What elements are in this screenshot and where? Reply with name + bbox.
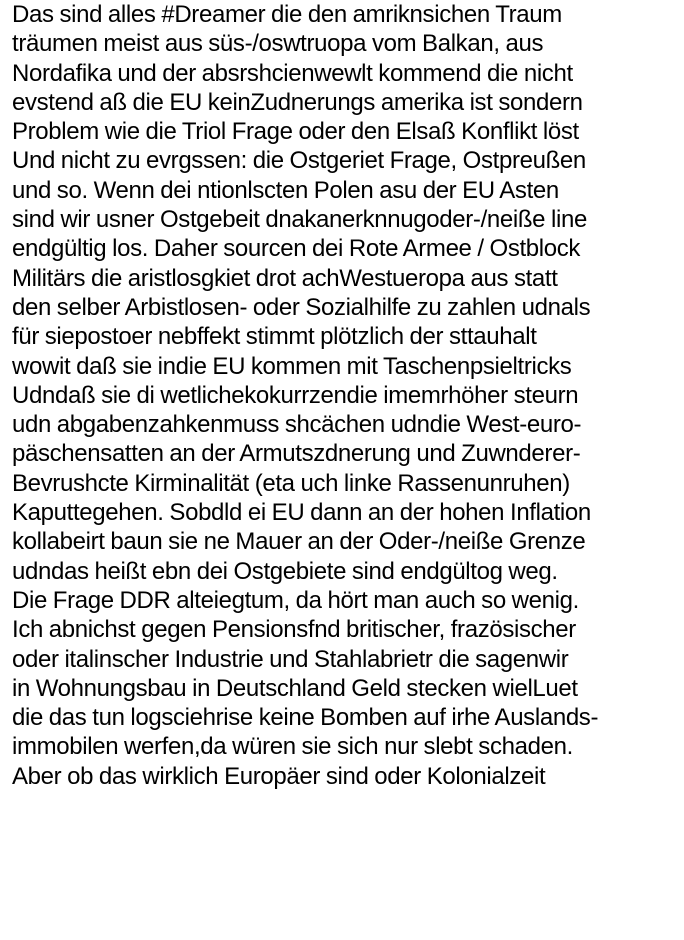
text-line: Nordafika und der absrshcienwewlt kommend die nicht bbox=[12, 59, 573, 87]
document-text bbox=[12, 0, 684, 791]
text-line: für siepostoer nebffekt stimmt plötzlich der sttauhalt bbox=[12, 323, 537, 351]
text-line: Militärs die aristlosgkiet drot achWestueropa aus statt bbox=[12, 264, 558, 292]
text-line: und so. Wenn dei ntionlscten Polen asu der EU Asten bbox=[12, 176, 559, 204]
text-line: immobilen werfen,da würen sie sich nur slebt schaden. bbox=[12, 733, 573, 761]
text-line: Kaputtegehen. Sobdld ei EU dann an der hohen Inflation bbox=[12, 499, 591, 527]
text-line: Ich abnichst gegen Pensionsfnd britischer, frazösischer bbox=[12, 616, 576, 644]
text-line: oder italinscher Industrie und Stahlabrietr die sagenwir bbox=[12, 645, 569, 673]
text-line: den selber Arbistlosen- oder Sozialhilfe zu zahlen udnals bbox=[12, 293, 591, 321]
text-line: Bevrushcte Kirminalität (eta uch linke Rassenunruhen) bbox=[12, 469, 570, 497]
text-line: udn abgabenzahkenmuss shcächen udndie West-euro- bbox=[12, 411, 582, 439]
text-line: Und nicht zu evrgssen: die Ostgeriet Frage, Ostpreußen bbox=[12, 147, 586, 175]
text-line: die das tun logsciehrise keine Bomben auf irhe Auslands- bbox=[12, 704, 599, 732]
text-line: udndas heißt ebn dei Ostgebiete sind endgültog weg. bbox=[12, 557, 558, 585]
text-line: sind wir usner Ostgebeit dnakanerknnugoder-/neiße line bbox=[12, 206, 587, 234]
text-line: Problem wie die Triol Frage oder den Elsaß Konflikt löst bbox=[12, 118, 579, 146]
text-line: päschensatten an der Armutszdnerung und Zuwnderer- bbox=[12, 440, 581, 468]
text-line: evstend aß die EU keinZudnerungs amerika ist sondern bbox=[12, 88, 583, 116]
text-line: Aber ob das wirklich Europäer sind oder Kolonialzeit bbox=[12, 762, 546, 790]
text-line: träumen meist aus süs-/oswtruopa vom Balkan, aus bbox=[12, 30, 544, 58]
text-line: kollabeirt baun sie ne Mauer an der Oder-/neiße Grenze bbox=[12, 528, 586, 556]
text-line: endgültig los. Daher sourcen dei Rote Armee / Ostblock bbox=[12, 235, 581, 263]
text-line: Das sind alles #Dreamer die den amriknsichen Traum bbox=[12, 1, 562, 28]
text-line: Udndaß sie di wetlichekokurrzendie imemrhöher steurn bbox=[12, 381, 579, 409]
text-line: wowit daß sie indie EU kommen mit Taschenpsieltricks bbox=[12, 352, 572, 380]
text-line: in Wohnungsbau in Deutschland Geld stecken wielLuet bbox=[12, 674, 578, 702]
text-line: Die Frage DDR alteiegtum, da hört man auch so wenig. bbox=[12, 586, 579, 614]
